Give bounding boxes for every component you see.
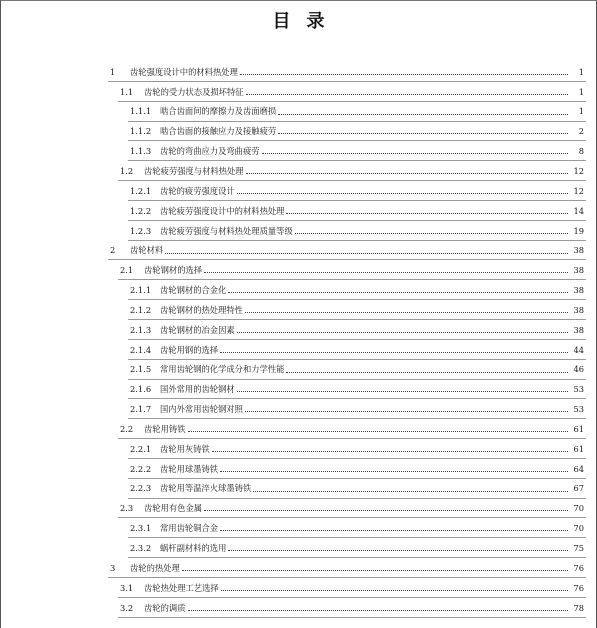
dot-leader: [245, 311, 568, 313]
dot-leader: [188, 430, 569, 432]
toc-entry[interactable]: [1, 360, 596, 380]
toc-entry-number: 2.2.2: [130, 463, 152, 474]
dot-leader: [204, 509, 568, 511]
dot-leader: [295, 232, 568, 234]
dot-leader: [278, 113, 568, 115]
dot-leader: [204, 271, 568, 273]
toc-entry[interactable]: [1, 499, 596, 519]
dot-leader: [237, 192, 568, 194]
toc-entry-number: 2.1.4: [130, 344, 152, 355]
toc-entry-number: 2.3.2: [130, 543, 152, 554]
toc-entry-number: 2.1: [120, 265, 134, 276]
toc-entry[interactable]: [1, 181, 596, 201]
dot-leader: [220, 470, 568, 472]
toc-entry-title: 齿轮钢材的冶金因素: [160, 324, 235, 335]
toc-entry-page: 38: [573, 324, 584, 335]
toc-entry-page: 75: [573, 543, 584, 554]
toc-entry-number: 1.2: [120, 165, 134, 176]
toc-entry[interactable]: [1, 380, 596, 400]
toc-entry-number: 2.1.6: [130, 384, 152, 395]
toc-entry-page: 44: [573, 344, 584, 355]
toc-entry-page: 38: [573, 285, 584, 296]
dot-leader: [221, 589, 568, 591]
toc-entry-title: 啮合齿面间的摩擦力及齿面磨损: [160, 106, 277, 117]
toc-entry[interactable]: [1, 479, 596, 499]
toc-entry-number: 1.2.2: [130, 205, 152, 216]
toc-entry[interactable]: [1, 399, 596, 419]
toc-entry-title: 齿轮疲劳强度与材料热处理质量等级: [160, 225, 293, 236]
toc-entry-number: 2.1.7: [130, 404, 152, 415]
dot-leader: [165, 252, 568, 254]
toc-entry[interactable]: [1, 141, 596, 161]
dot-leader: [188, 609, 569, 611]
toc-entry-title: 齿轮用钢的选择: [160, 344, 219, 355]
toc-entry-page: 61: [573, 423, 584, 434]
toc-entry[interactable]: [1, 260, 596, 280]
toc-entry-number: 1.1.1: [130, 106, 152, 117]
dot-leader: [246, 93, 568, 95]
page-title: 目录: [272, 11, 341, 32]
toc-entry-page: 70: [573, 523, 584, 534]
toc-entry-number: 1.1.2: [130, 126, 152, 137]
toc-entry-page: 64: [573, 463, 584, 474]
toc-entry-page: 67: [573, 483, 584, 494]
toc-entry-number: 3.2: [120, 602, 134, 613]
dot-leader: [220, 529, 568, 531]
toc-entry[interactable]: [1, 201, 596, 221]
toc-entry-title: 齿轮疲劳强度设计中的材料热处理: [160, 205, 285, 216]
dot-leader: [228, 291, 568, 293]
toc-entry-title: 齿轮的热处理: [130, 562, 180, 573]
dot-leader: [286, 212, 568, 214]
dot-leader: [262, 152, 568, 154]
toc-entry[interactable]: [1, 558, 596, 578]
toc-entry-title: 齿轮的弯曲应力及弯曲疲劳: [160, 146, 260, 157]
toc-entry[interactable]: [1, 459, 596, 479]
toc-entry-number: 2.1.2: [130, 304, 152, 315]
toc-entry-page: 76: [573, 562, 584, 573]
toc-entry-page: 78: [573, 602, 584, 613]
toc-entry-title: 齿轮钢材的选择: [144, 265, 203, 276]
toc-entry-title: 齿轮用有色金属: [144, 503, 203, 514]
toc-entry-title: 齿轮的受力状态及损坏特征: [144, 86, 244, 97]
toc-entry-page: 8: [578, 146, 584, 157]
toc-entry-number: 1.1: [120, 86, 134, 97]
dot-leader: [245, 410, 568, 412]
row-divider: [118, 617, 586, 618]
toc-entry-page: 61: [573, 443, 584, 454]
dot-leader: [182, 569, 568, 571]
toc-entry-number: 2.3.1: [130, 523, 152, 534]
dot-leader: [253, 490, 568, 492]
toc-entry[interactable]: [1, 419, 596, 439]
toc-entry-page: 19: [573, 225, 584, 236]
toc-entry-page: 1: [578, 106, 584, 117]
toc-entry[interactable]: [1, 439, 596, 459]
toc-entry-number: 2.1.3: [130, 324, 152, 335]
toc-entry-title: 常用齿轮铜合金: [160, 523, 219, 534]
toc-entry-page: 14: [573, 205, 584, 216]
toc-entry[interactable]: [1, 221, 596, 241]
toc-entry-number: 2.2.3: [130, 483, 152, 494]
toc-entry-title: 常用齿轮钢的化学成分和力学性能: [160, 364, 285, 375]
toc-entry-page: 76: [573, 582, 584, 593]
toc-entry[interactable]: [1, 161, 596, 181]
toc-entry-number: 1: [110, 66, 116, 77]
toc-entry-number: 2.2: [120, 423, 134, 434]
dot-leader: [278, 132, 568, 134]
toc-entry-page: 38: [573, 304, 584, 315]
toc-entry-page: 46: [573, 364, 584, 375]
toc-entry[interactable]: [1, 320, 596, 340]
table-of-contents: [1, 62, 596, 618]
toc-entry-number: 1.1.3: [130, 146, 152, 157]
toc-entry[interactable]: [1, 300, 596, 320]
toc-entry-page: 70: [573, 503, 584, 514]
toc-entry-number: 2.2.1: [130, 443, 152, 454]
dot-leader: [228, 549, 568, 551]
toc-entry-page: 38: [573, 245, 584, 256]
dot-leader: [246, 172, 568, 174]
dot-leader: [286, 371, 568, 373]
toc-entry-title: 齿轮用灰铸铁: [160, 443, 210, 454]
toc-entry[interactable]: [1, 82, 596, 102]
toc-entry-page: 1: [578, 66, 584, 77]
toc-entry-title: 齿轮钢材的热处理特性: [160, 304, 243, 315]
toc-entry-title: 齿轮用球墨铸铁: [160, 463, 219, 474]
toc-entry-number: 3.1: [120, 582, 134, 593]
toc-entry[interactable]: [1, 62, 596, 82]
toc-entry[interactable]: [1, 578, 596, 598]
toc-entry-number: 1.2.1: [130, 185, 152, 196]
toc-entry-page: 53: [573, 384, 584, 395]
toc-entry[interactable]: [1, 598, 596, 618]
toc-entry-title: 齿轮热处理工艺选择: [144, 582, 219, 593]
toc-entry[interactable]: [1, 518, 596, 538]
toc-entry-title: 齿轮疲劳强度与材料热处理: [144, 165, 244, 176]
toc-entry-title: 国内外常用齿轮钢对照: [160, 404, 243, 415]
toc-entry-title: 齿轮材料: [130, 245, 164, 256]
toc-entry-number: 1.2.3: [130, 225, 152, 236]
toc-entry-title: 齿轮用等温淬火球墨铸铁: [160, 483, 252, 494]
toc-entry-number: 3: [110, 562, 116, 573]
toc-entry-page: 12: [573, 165, 584, 176]
toc-entry[interactable]: [1, 340, 596, 360]
toc-entry[interactable]: [1, 241, 596, 261]
dot-leader: [237, 390, 568, 392]
dot-leader: [220, 351, 568, 353]
toc-entry-page: 53: [573, 404, 584, 415]
toc-entry[interactable]: [1, 102, 596, 122]
toc-entry-title: 蜗杆副材料的选用: [160, 543, 227, 554]
toc-entry-page: 38: [573, 265, 584, 276]
dot-leader: [212, 450, 568, 452]
toc-entry[interactable]: [1, 538, 596, 558]
toc-entry-title: 齿轮强度设计中的材料热处理: [130, 66, 238, 77]
toc-entry-title: 齿轮钢材的合金化: [160, 285, 227, 296]
toc-entry-page: 2: [578, 126, 584, 137]
toc-entry-number: 2.1.5: [130, 364, 152, 375]
toc-entry-page: 1: [578, 86, 584, 97]
toc-entry[interactable]: [1, 122, 596, 142]
toc-entry-title: 国外常用的齿轮钢材: [160, 384, 235, 395]
toc-entry-title: 齿轮的疲劳强度设计: [160, 185, 235, 196]
toc-entry-number: 2.1.1: [130, 285, 152, 296]
toc-entry-number: 2: [110, 245, 116, 256]
toc-entry-number: 2.3: [120, 503, 134, 514]
toc-entry-title: 齿轮的调质: [144, 602, 186, 613]
dot-leader: [240, 73, 568, 75]
toc-entry[interactable]: [1, 280, 596, 300]
toc-entry-page: 12: [573, 185, 584, 196]
toc-entry-title: 啮合齿面的接触应力及接触疲劳: [160, 126, 277, 137]
toc-entry-title: 齿轮用铸铁: [144, 423, 186, 434]
dot-leader: [237, 331, 568, 333]
